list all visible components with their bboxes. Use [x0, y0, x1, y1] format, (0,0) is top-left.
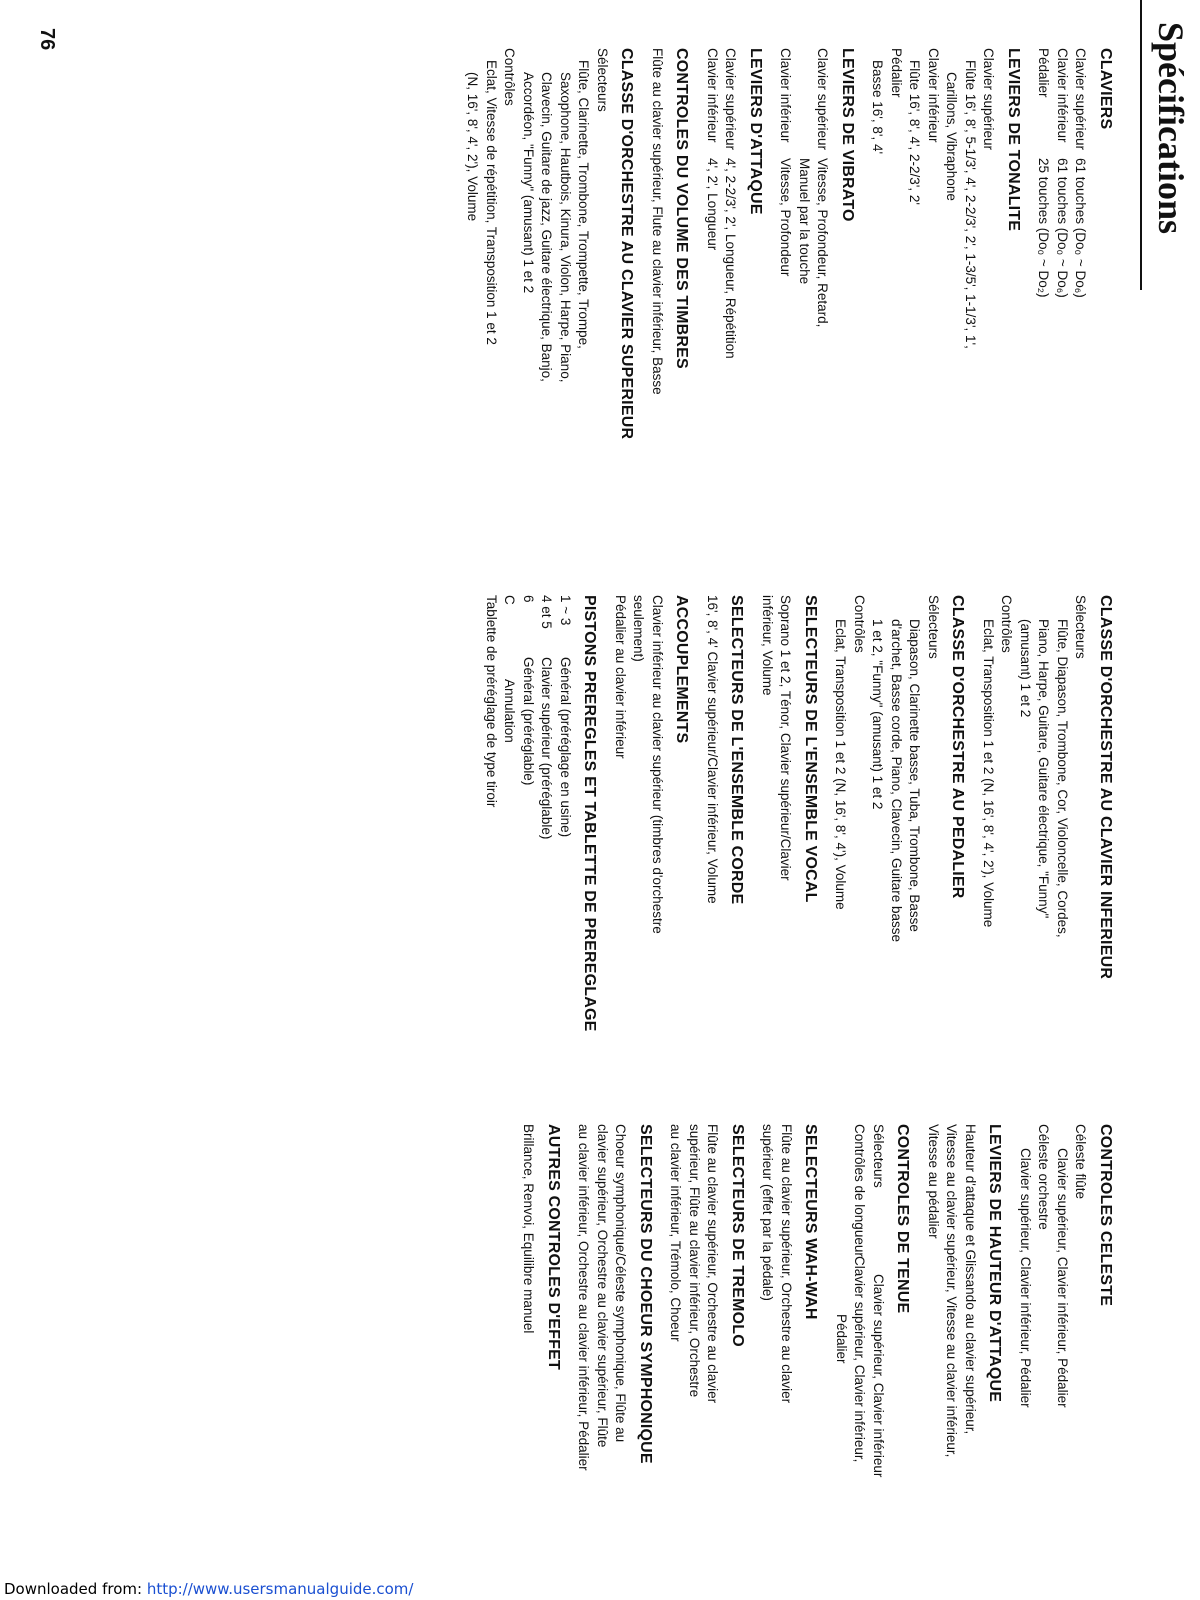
spec-line: Flûte au clavier supérieur, Orchestre au clavier: [705, 1124, 721, 1404]
section-heading-effet: AUTRES CONTROLES D'EFFET: [545, 1124, 562, 1370]
spec-label: Clavier inférieur: [1055, 48, 1070, 143]
spec-label: C: [502, 595, 518, 605]
column-1: [463, 48, 1114, 518]
spec-row: [832, 1124, 851, 1594]
spec-row: [556, 595, 575, 1065]
spec-value: Pédalier: [834, 1314, 849, 1364]
spec-line: Céleste flûte: [1073, 1124, 1089, 1200]
spec-label: Pédalier: [1036, 48, 1052, 98]
spec-label: Clavier supérieur: [1073, 48, 1089, 151]
spec-value: Vitesse, Profondeur, Retard,: [815, 158, 831, 328]
spec-value: 4', 2-2/3', 2', Longueur, Répétition: [723, 158, 739, 359]
spec-value: 61 touches (Do₀ ~ Do₆): [1055, 158, 1070, 298]
spec-value: Annulation: [502, 679, 518, 743]
spec-line: d'archet, Basse corde, Piano, Clavecin, Guitare basse: [889, 619, 904, 942]
spec-value: Clavier supérieur, Clavier inférieur: [871, 1274, 886, 1478]
spec-line: Clavier supérieur: [981, 48, 997, 151]
spec-line: Soprano 1 et 2, Ténor, Clavier supérieur/Clavier: [778, 595, 794, 881]
spec-row: [703, 48, 722, 518]
section-heading-orchestre-ped: CLASSE D'ORCHESTRE AU PEDALIER: [949, 595, 967, 899]
spec-row: [795, 48, 814, 518]
spec-value: Vitesse, Profondeur: [778, 158, 794, 277]
spec-label: Clavier inférieur: [705, 48, 720, 143]
spec-line: inférieur, Volume: [760, 595, 775, 696]
spec-line: Brillance, Renvoi, Equilibre manuel: [521, 1124, 537, 1334]
spec-line: Diapason, Clarinette basse, Tuba, Trombone, Basse: [907, 619, 923, 932]
spec-line: Flûte, Clarinette, Trombone, Trompette, Trompe,: [576, 60, 592, 349]
spec-line: Flûte au clavier supérieur, Flute au clavier inférieur, Basse: [650, 48, 665, 395]
spec-row: [500, 595, 519, 1065]
spec-line: Pédalier: [889, 48, 904, 98]
column-2: [482, 595, 1115, 1065]
spec-line: seulement): [631, 595, 647, 662]
section-heading-pistons: PISTONS PREREGLES ET TABLETTE DE PREREGLAGE: [581, 595, 599, 1032]
spec-label: Contrôles de longueur: [852, 1124, 868, 1257]
spec-value: 61 touches (Do₀ ~ Do₆): [1073, 158, 1089, 298]
spec-line: Carillons, Vibraphone: [944, 72, 960, 201]
spec-line: Flûte 16', 8', 4', 2-2/3', 2': [907, 60, 923, 205]
spec-row: [776, 48, 795, 518]
page-title: Spécifications: [1151, 22, 1191, 234]
spec-line: Sélecteurs: [926, 595, 941, 659]
spec-line: Eclat, Transposition 1 et 2 (N, 16', 8', 4', 2'), Volume: [981, 619, 996, 928]
spec-line: au clavier inférieur, Trémolo, Choeur: [668, 1124, 684, 1342]
spec-label: Clavier supérieur: [723, 48, 739, 151]
spec-value: Général (préréglage en usine): [558, 657, 573, 838]
section-heading-celeste: CONTROLES CELESTE: [1097, 1124, 1114, 1307]
spec-line: Clavier supérieur, Clavier inférieur, Pédalier: [1018, 1148, 1033, 1408]
spec-row: [519, 595, 538, 1065]
footer-link[interactable]: http://www.usersmanualguide.com/: [146, 1580, 414, 1598]
download-footer: [4, 1580, 413, 1598]
spec-line: Flûte au clavier supérieur, Orchestre au clavier: [779, 1124, 794, 1404]
spec-label: 4 et 5: [539, 595, 555, 629]
section-heading-tremolo: SELECTEURS DE TREMOLO: [729, 1124, 746, 1347]
spec-line: supérieur (effet par la pédale): [760, 1124, 776, 1301]
spec-line: au clavier inférieur, Orchestre au clavier inférieur, Pédalier: [576, 1124, 592, 1471]
spec-line: Piano, Harpe, Guitare, Guitare électrique, "Funny": [1036, 619, 1052, 919]
spec-line: clavier supérieur, Orchestre au clavier supérieur, Flûte: [595, 1124, 610, 1448]
spec-line: Choeur symphonique/Céleste symphonique, Flûte au: [613, 1124, 629, 1443]
spec-row: [1053, 48, 1072, 518]
spec-value: Clavier supérieur (préréglable): [539, 657, 555, 840]
spec-line: Vitesse au clavier supérieur, Vitesse au clavier inférieur,: [944, 1124, 960, 1458]
spec-value: Clavier supérieur, Clavier inférieur,: [852, 1256, 868, 1463]
page-number: 76: [36, 28, 58, 51]
spec-line: Flûte 16', 8', 5-1/3', 4', 2-2/3', 2', 1-3/5', 1-1/3', 1',: [963, 60, 978, 349]
section-heading-volume: CONTROLES DU VOLUME DES TIMBRES: [673, 48, 691, 369]
section-heading-claviers: CLAVIERS: [1097, 48, 1114, 130]
spec-row: [1034, 48, 1053, 518]
section-heading-wahwah: SELECTEURS WAH-WAH: [802, 1124, 820, 1320]
spec-line: (amusant) 1 et 2: [1018, 619, 1033, 718]
spec-line: Vitesse au pédalier: [926, 1124, 941, 1239]
spec-label: Clavier inférieur: [778, 48, 794, 143]
section-heading-choeur: SELECTEURS DU CHOEUR SYMPHONIQUE: [637, 1124, 654, 1464]
spec-line: Clavier inférieur: [926, 48, 941, 143]
spec-line: Sélecteurs: [595, 48, 610, 112]
spec-line: Sélecteurs: [1073, 595, 1089, 659]
spec-label: Clavier supérieur: [815, 48, 831, 151]
spec-row: [721, 48, 740, 518]
spec-row: [537, 595, 556, 1065]
spec-line: Contrôles: [502, 48, 518, 106]
spec-value: Général (préréglable): [521, 657, 536, 786]
spec-line: Eclat, Vitesse de répétition, Transposition 1 et 2: [484, 60, 499, 345]
section-heading-accouplements: ACCOUPLEMENTS: [673, 595, 691, 744]
section-heading-tenue: CONTROLES DE TENUE: [894, 1124, 912, 1314]
spec-row: [1071, 48, 1090, 518]
section-heading-attaque: LEVIERS D'ATTAQUE: [747, 48, 764, 215]
spec-line: Contrôles: [999, 595, 1015, 653]
spec-line: Basse 16', 8', 4': [870, 60, 886, 155]
spec-line: Flûte, Diapason, Trombone, Cor, Violoncelle, Cordes,: [1055, 619, 1070, 938]
spec-label: 1 ~ 3: [558, 595, 573, 626]
spec-line: Contrôles: [852, 595, 867, 653]
spec-row: [813, 48, 832, 518]
spec-line: Saxophone, Hautbois, Kinura, Violon, Harpe, Piano,: [558, 72, 573, 383]
spec-line: 16', 8', 4' Clavier supérieur/Clavier inférieur, Volume: [705, 595, 720, 904]
spec-label: Sélecteurs: [871, 1124, 886, 1188]
column-3: [519, 1124, 1114, 1594]
section-heading-orchestre-sup: CLASSE D'ORCHESTRE AU CLAVIER SUPERIEUR: [618, 48, 636, 440]
spec-value: Manuel par la touche: [797, 158, 812, 285]
spec-line: Clavier supérieur, Clavier inférieur, Pédalier: [1055, 1148, 1070, 1408]
footer-prefix: Downloaded from:: [4, 1580, 147, 1598]
spec-label: 6: [521, 595, 536, 603]
section-heading-corde: SELECTEURS DE L'ENSEMBLE CORDE: [728, 595, 746, 905]
spec-value: 4', 2', Longueur: [705, 158, 720, 251]
title-underline: [1140, 0, 1142, 290]
spec-row: [850, 1124, 869, 1594]
spec-line: supérieur, Flûte au clavier inférieur, Orchestre: [687, 1124, 702, 1398]
spec-line: Pédalier au clavier inférieur: [613, 595, 628, 759]
section-heading-vocal: SELECTEURS DE L'ENSEMBLE VOCAL: [802, 595, 819, 903]
spec-value: 25 touches (Do₀ ~ Do₂): [1036, 158, 1052, 298]
spec-line: Tablette de préréglage de type tiroir: [484, 595, 499, 808]
spec-line: Céleste orchestre: [1036, 1124, 1052, 1230]
spec-line: Eclat, Transposition 1 et 2 (N, 16', 8', 4'), Volume: [833, 619, 849, 910]
spec-row: [869, 1124, 888, 1594]
section-heading-hauteur: LEVIERS DE HAUTEUR D'ATTAQUE: [986, 1124, 1004, 1403]
spec-line: (N, 16', 8', 4', 2'), Volume: [465, 72, 481, 222]
spec-line: 1 et 2, "Funny" (amusant) 1 et 2: [870, 619, 886, 810]
section-heading-vibrato: LEVIERS DE VIBRATO: [839, 48, 856, 222]
spec-line: Hauteur d'attaque et Glissando au clavier supérieur,: [963, 1124, 978, 1435]
spec-line: Clavecin, Guitare de jazz, Guitare électrique, Banjo,: [539, 72, 555, 382]
spec-line: Accordéon, "Funny" (amusant) 1 et 2: [521, 72, 536, 294]
section-heading-tonalite: LEVIERS DE TONALITE: [1005, 48, 1022, 232]
spec-line: Clavier inférieur au clavier supérieur (timbres d'orchestre: [650, 595, 665, 934]
section-heading-orchestre-inf: CLASSE D'ORCHESTRE AU CLAVIER INFERIEUR: [1097, 595, 1114, 980]
